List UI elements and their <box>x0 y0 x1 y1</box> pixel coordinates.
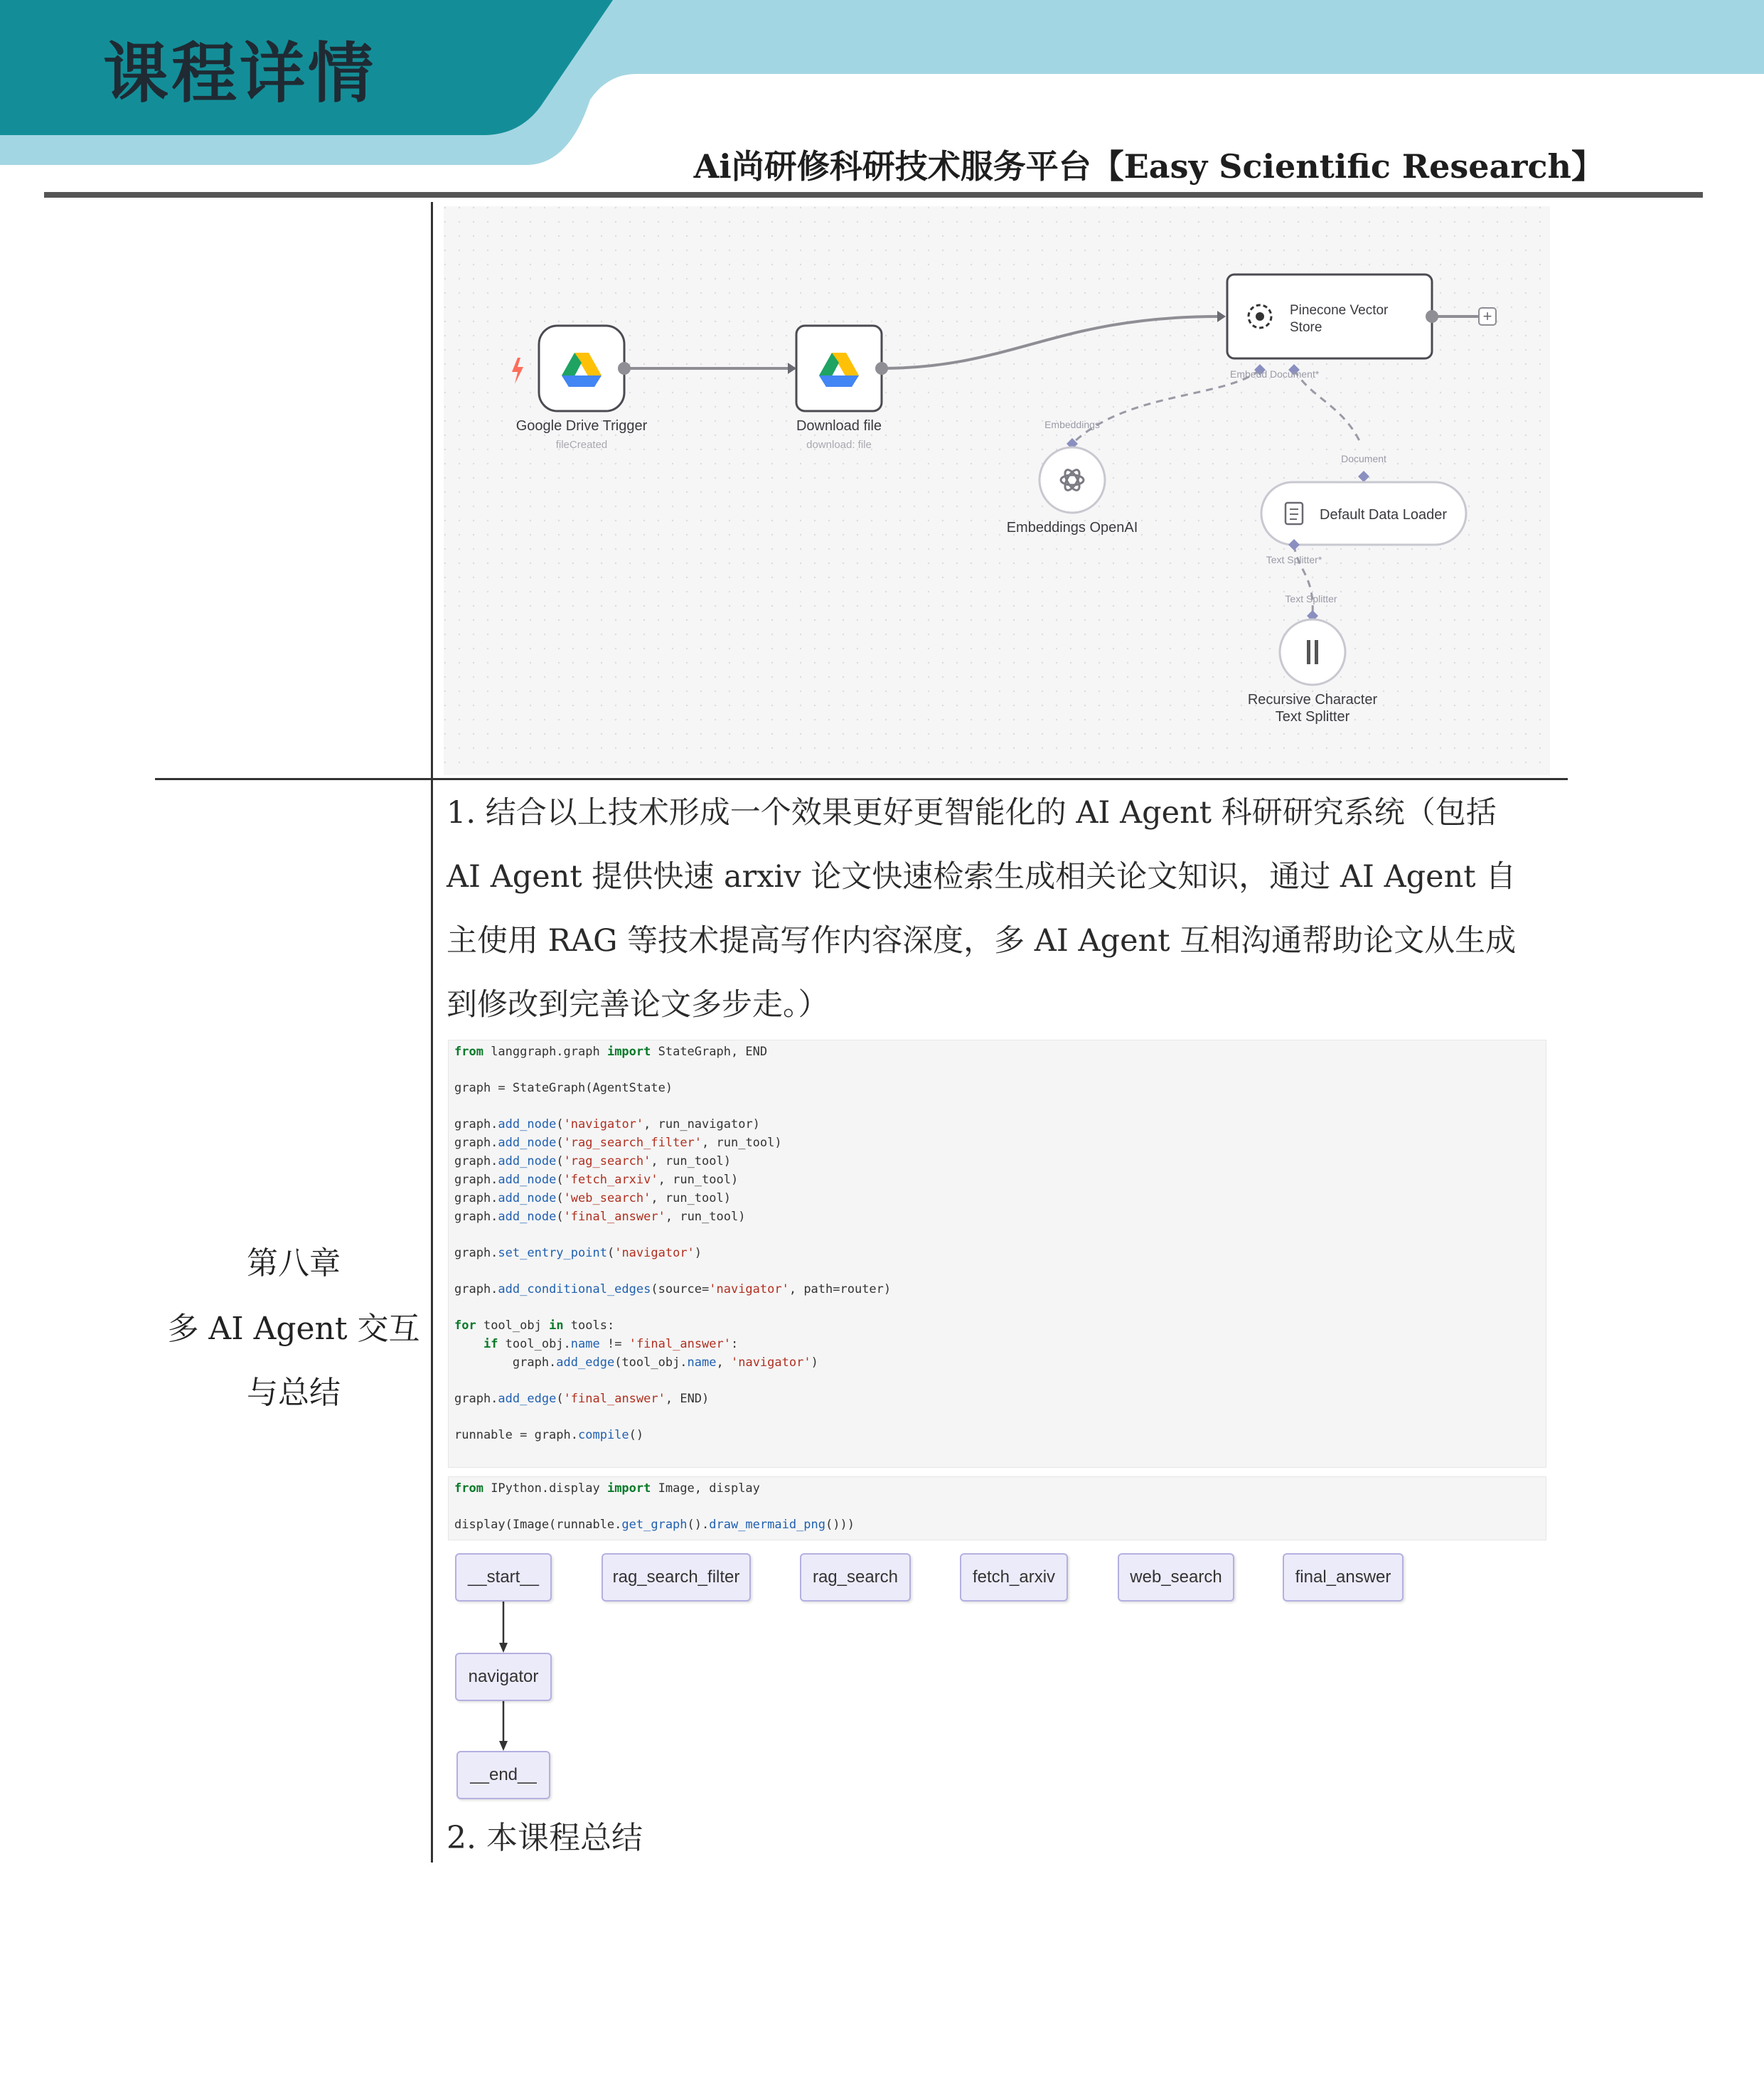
plus-icon: + <box>1482 307 1492 325</box>
code-line: graph.add_edge('final_answer', END) <box>454 1392 710 1406</box>
splitter-node-title-1: Recursive Character <box>1247 692 1378 708</box>
document-port-label: Document <box>1341 453 1386 464</box>
page-title: 课程详情 <box>103 36 377 112</box>
code-line: graph.add_node('final_answer', run_tool) <box>454 1210 746 1224</box>
code-line: graph.add_node('rag_search', run_tool) <box>454 1154 731 1168</box>
table-row-divider <box>155 778 1568 780</box>
code-line: display(Image(runnable.get_graph().draw_mermaid_png())) <box>454 1518 855 1532</box>
text-splitter-in-label: Text Splitter <box>1285 593 1337 604</box>
paragraph-line-3: 主使用 RAG 等技术提高写作内容深度，多 AI Agent 互相沟通帮助论文从生成 <box>447 923 1517 959</box>
graph-node-start: __start__ <box>455 1553 552 1602</box>
code-line: from langgraph.graph import StateGraph, END <box>454 1045 768 1059</box>
chapter-subtitle: 与总结 <box>247 1375 341 1411</box>
download-node-subtitle: download: file <box>806 439 872 451</box>
download-file-node[interactable] <box>788 326 888 411</box>
summary-heading: 2. 本课程总结 <box>447 1820 643 1856</box>
chapter-number: 第八章 <box>247 1245 341 1282</box>
graph-node-fetch-arxiv: fetch_arxiv <box>960 1553 1068 1602</box>
splitter-node-title-2: Text Splitter <box>1275 709 1350 725</box>
code-line: graph.add_node('rag_search_filter', run_tool) <box>454 1136 782 1150</box>
code-line: graph.add_conditional_edges(source='navigator', path=router) <box>454 1282 892 1296</box>
pinecone-node-title-1: Pinecone Vector <box>1290 303 1389 318</box>
code-line: if tool_obj.name != 'final_answer': <box>483 1337 739 1351</box>
code-line: graph.add_node('fetch_arxiv', run_tool) <box>454 1173 739 1187</box>
code-line: graph = StateGraph(AgentState) <box>454 1081 673 1095</box>
workflow-canvas <box>444 206 1550 775</box>
graph-node-end: __end__ <box>456 1751 550 1799</box>
code-line: for tool_obj in tools: <box>454 1318 615 1333</box>
graph-node-web-search: web_search <box>1118 1553 1234 1602</box>
workflow-diagram <box>444 206 1550 775</box>
code-line: graph.set_entry_point('navigator') <box>454 1246 702 1260</box>
code-line: graph.add_edge(tool_obj.name, 'navigator') <box>454 1355 818 1370</box>
paragraph-line-1: 1. 结合以上技术形成一个效果更好更智能化的 AI Agent 科研研究系统（包括 <box>447 795 1497 831</box>
header-divider <box>44 192 1703 198</box>
embeddings-port-label: Embeddings <box>1044 419 1100 430</box>
paragraph-line-2: AI Agent 提供快速 arxiv 论文快速检索生成相关论文知识，通过 AI Agent 自 <box>447 859 1517 895</box>
graph-node-navigator: navigator <box>455 1653 552 1701</box>
code-block-langgraph <box>448 1040 1546 1468</box>
code-line: graph.add_node('web_search', run_tool) <box>454 1191 731 1205</box>
graph-node-rag-search: rag_search <box>800 1553 911 1602</box>
code-line: runnable = graph.compile() <box>454 1428 644 1442</box>
chapter-title: 多 AI Agent 交互 <box>167 1311 420 1347</box>
table-column-divider <box>431 202 433 1863</box>
text-splitter-out-label: Text Splitter* <box>1266 554 1322 565</box>
code-line: graph.add_node('navigator', run_navigator) <box>454 1117 760 1131</box>
code-line: from IPython.display import Image, display <box>454 1481 760 1496</box>
graph-node-rag-search-filter: rag_search_filter <box>602 1553 751 1602</box>
graph-node-final-answer: final_answer <box>1283 1553 1404 1602</box>
embeddings-node-title: Embeddings OpenAI <box>1006 520 1138 536</box>
trigger-node-subtitle: fileCreated <box>555 439 608 451</box>
code-block-display <box>448 1476 1546 1540</box>
paragraph-line-4: 到修改到完善论文多步走。） <box>447 987 829 1023</box>
embed-document-label: Embedd Document* <box>1230 368 1320 380</box>
download-node-title: Download file <box>796 418 882 434</box>
pinecone-node-title-2: Store <box>1290 320 1322 335</box>
trigger-node-title: Google Drive Trigger <box>515 418 648 434</box>
platform-subtitle: Ai尚研修科研技术服务平台【Easy Scientific Research】 <box>693 147 1604 186</box>
loader-node-title: Default Data Loader <box>1320 507 1448 523</box>
